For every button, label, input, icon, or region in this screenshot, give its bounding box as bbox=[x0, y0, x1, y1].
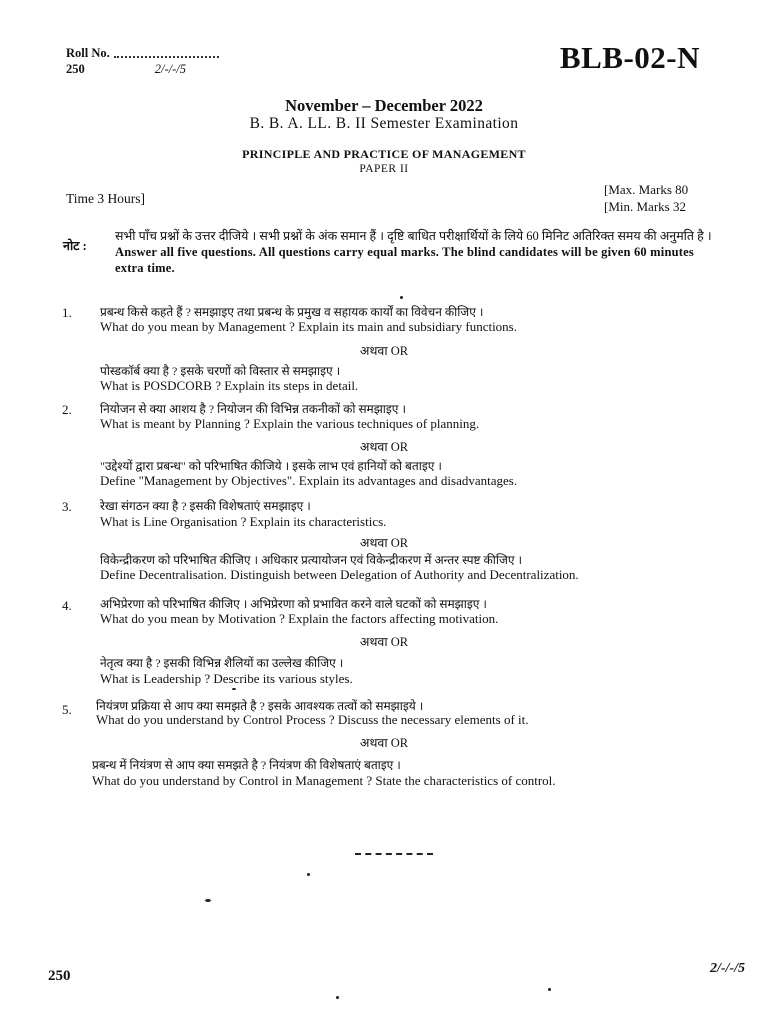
scan-speck bbox=[232, 688, 236, 690]
footer-code: 2/-/-/5 bbox=[710, 961, 745, 976]
question-number: 5. bbox=[62, 702, 72, 717]
header-left-number: 250 bbox=[66, 62, 85, 76]
scan-speck bbox=[307, 873, 310, 876]
paper-label: PAPER II bbox=[359, 163, 409, 175]
exam-session: November – December 2022 bbox=[285, 96, 483, 115]
question-hindi: नियोजन से क्या आशय है ? नियोजन की विभिन्न तकनीकों को समझाइए । bbox=[100, 402, 406, 416]
alternate-question-hindi: प्रबन्ध में नियंत्रण से आप क्या समझते है ? नियंत्रण की विशेषताएं बताइए । bbox=[92, 758, 401, 772]
or-label: अथवा OR bbox=[359, 635, 409, 649]
question-hindi: अभिप्रेरणा को परिभाषित कीजिए । अभिप्रेरणा को प्रभावित करने वाले घटकों को समझाइए । bbox=[100, 597, 487, 611]
roll-header bbox=[66, 45, 219, 77]
question-number: 2. bbox=[62, 402, 72, 417]
scan-speck bbox=[205, 899, 211, 902]
alternate-question-hindi: "उद्देश्यों द्वारा प्रबन्ध" को परिभाषित कीजिये । इसके लाभ एवं हानियों को बताइए । bbox=[100, 459, 442, 473]
marks-block bbox=[604, 181, 688, 215]
alternate-question-hindi: विकेन्द्रीकरण को परिभाषित कीजिए । अधिकार प्रत्यायोजन एवं विकेन्द्रीकरण में अन्तर स्पष्ट कीजिए । bbox=[100, 553, 523, 567]
question-number: 3. bbox=[62, 499, 72, 514]
scan-speck bbox=[336, 996, 339, 999]
note-label: नोट : bbox=[63, 239, 87, 253]
scan-speck bbox=[400, 296, 403, 299]
question-number: 1. bbox=[62, 305, 72, 320]
or-label: अथवा OR bbox=[359, 536, 409, 550]
end-separator bbox=[355, 853, 433, 855]
alternate-question-english: What is Leadership ? Describe its various styles. bbox=[100, 671, 353, 686]
question-hindi: रेखा संगठन क्या है ? इसकी विशेषताएं समझाइए । bbox=[100, 499, 311, 513]
alternate-question-hindi: पोस्डकॉर्ब क्या है ? इसके चरणों को विस्तार से समझाइए । bbox=[100, 364, 341, 378]
note-text bbox=[115, 228, 715, 276]
alternate-question-english: Define "Management by Objectives". Explain its advantages and disadvantages. bbox=[100, 473, 518, 488]
subject-title: PRINCIPLE AND PRACTICE OF MANAGEMENT bbox=[242, 147, 526, 161]
paper-code: BLB-02-N bbox=[559, 40, 700, 75]
min-marks: [Min. Marks 32 bbox=[604, 199, 686, 214]
scan-speck bbox=[548, 988, 551, 991]
footer-page-number: 250 bbox=[48, 968, 71, 984]
question-english: What do you mean by Motivation ? Explain the factors affecting motivation. bbox=[100, 611, 499, 626]
question-number: 4. bbox=[62, 598, 72, 613]
question-english: What is Line Organisation ? Explain its characteristics. bbox=[100, 514, 387, 529]
alternate-question-english: Define Decentralisation. Distinguish between Delegation of Authority and Decentralization. bbox=[100, 567, 579, 582]
header-left-code: 2/-/-/5 bbox=[154, 62, 186, 76]
question-hindi: नियंत्रण प्रक्रिया से आप क्या समझते है ? इसके आवश्यक तत्वों को समझाइये । bbox=[96, 699, 424, 713]
alternate-question-english: What do you understand by Control in Management ? State the characteristics of control. bbox=[92, 773, 556, 788]
or-label: अथवा OR bbox=[359, 736, 409, 750]
note-hindi: सभी पाँच प्रश्नों के उत्तर दीजिये । सभी प्रश्नों के अंक समान हैं । दृष्टि बाधित परीक्षार्थियों के लिये 60 मिनिट अतिरिक्त समय की अनुमति है । bbox=[115, 229, 712, 243]
or-label: अथवा OR bbox=[359, 344, 409, 358]
alternate-question-hindi: नेतृत्व क्या है ? इसकी विभिन्न शैलियों का उल्लेख कीजिए । bbox=[100, 656, 344, 670]
max-marks: [Max. Marks 80 bbox=[604, 182, 689, 197]
alternate-question-english: What is POSDCORB ? Explain its steps in detail. bbox=[100, 378, 359, 393]
question-english: What is meant by Planning ? Explain the various techniques of planning. bbox=[100, 416, 480, 431]
roll-label: Roll No. bbox=[66, 46, 110, 60]
question-hindi: प्रबन्ध किसे कहते हैं ? समझाइए तथा प्रबन्ध के प्रमुख व सहायक कार्यों का विवेचन कीजिए । bbox=[100, 305, 484, 319]
time-allowed: Time 3 Hours] bbox=[66, 191, 146, 206]
question-english: What do you understand by Control Process ? Discuss the necessary elements of it. bbox=[96, 712, 529, 727]
or-label: अथवा OR bbox=[359, 440, 409, 454]
roll-number-scribble bbox=[114, 50, 219, 58]
question-english: What do you mean by Management ? Explain its main and subsidiary functions. bbox=[100, 319, 517, 334]
note-english: Answer all five questions. All questions carry equal marks. The blind candidates will be given 60 minutes extra time. bbox=[115, 245, 694, 275]
exam-title: B. B. A. LL. B. II Semester Examination bbox=[249, 115, 519, 132]
